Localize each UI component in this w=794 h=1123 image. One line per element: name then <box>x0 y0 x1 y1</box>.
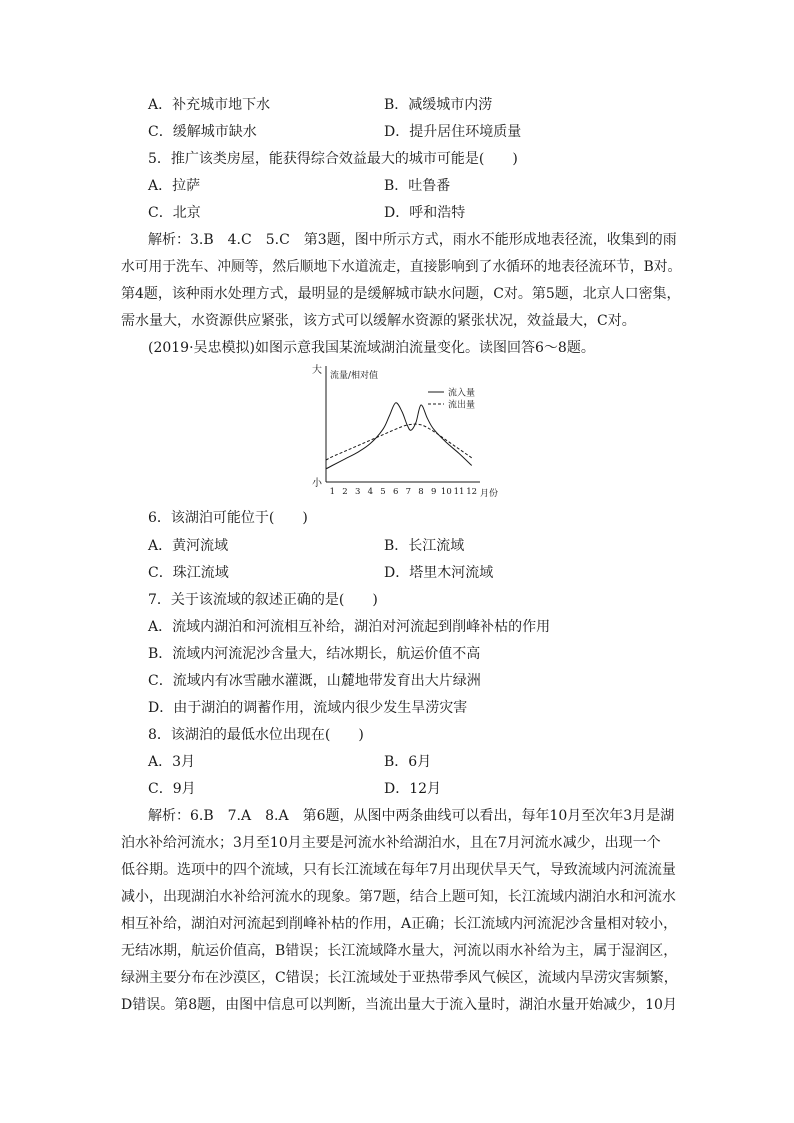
legend-label: 流入量 <box>448 388 476 399</box>
x-tick-label: 5 <box>380 487 386 497</box>
analysis-2-line-6: 无结冰期，航运价值高，B错误；长江流域降水量大，河流以雨水补给为主，属于湿润区， <box>121 943 678 959</box>
legend-label: 流出量 <box>448 400 476 411</box>
y-axis-top-label: 大 <box>312 365 322 376</box>
analysis-2-line-5: 相互补给，湖泊对河流起到削峰补枯的作用，A正确；长江流域内河流泥沙含量相对较小， <box>121 916 678 932</box>
x-tick-label: 8 <box>418 487 424 497</box>
analysis-1-line-1: 解析：3.B 4.C 5.C 第3题，图中所示方式，雨水不能形成地表径流，收集到的雨 <box>148 232 677 248</box>
analysis-2-line-1: 解析：6.B 7.A 8.A 第6题，从图中两条曲线可以看出，每年10月至次年3月是湖 <box>148 808 675 824</box>
question-intro: (2019·吴忠模拟)如图示意我国某流域湖泊流量变化。读图回答6～8题。 <box>148 340 595 356</box>
q6-option-d: D．塔里木河流域 <box>384 565 494 581</box>
analysis-1-line-2: 水可用于洗车、冲厕等，然后顺地下水道流走，直接影响到了水循环的地表径流环节，B对。 <box>121 259 682 275</box>
q5-stem: 5．推广该类房屋，能获得综合效益最大的城市可能是( ) <box>148 151 518 167</box>
x-tick-label: 9 <box>430 487 437 497</box>
q8-option-b: B．6月 <box>384 754 432 770</box>
q6-option-a: A．黄河流域 <box>148 538 229 554</box>
q5-option-b: B．吐鲁番 <box>384 178 451 194</box>
x-tick-label: 7 <box>405 487 412 497</box>
q7-option-b: B．流域内河流泥沙含量大，结冰期长，航运价值不高 <box>148 646 481 662</box>
q5-option-c: C．北京 <box>148 205 201 221</box>
x-tick-label: 3 <box>354 487 361 497</box>
y-axis-title: 流量/相对值 <box>330 371 379 381</box>
q7-option-a: A．流域内湖泊和河流相互补给，湖泊对河流起到削峰补枯的作用 <box>148 619 551 635</box>
analysis-1-line-4: 需水量大，水资源供应紧张，该方式可以缓解水资源的紧张状况，效益最大，C对。 <box>121 313 636 329</box>
analysis-2-line-3: 低谷期。选项中的四个流域，只有长江流域在每年7月出现伏旱天气，导致流域内河流流量 <box>121 862 676 878</box>
q8-option-a: A．3月 <box>148 754 196 770</box>
q7-option-c: C．流域内有冰雪融水灌溉，山麓地带发育出大片绿洲 <box>148 673 481 689</box>
q7-option-d: D．由于湖泊的调蓄作用，流域内很少发生旱涝灾害 <box>148 700 468 716</box>
q4-option-c: C．缓解城市缺水 <box>148 124 257 140</box>
series-outflow-line <box>326 424 472 460</box>
x-tick-label: 10 <box>440 487 452 497</box>
q4-option-a: A．补充城市地下水 <box>148 97 271 113</box>
x-tick-label: 2 <box>342 487 348 497</box>
q4-option-b: B．减缓城市内涝 <box>384 97 493 113</box>
analysis-2-line-4: 减小，出现湖泊水补给河流水的现象。第7题，结合上题可知，长江流域内湖泊水和河流水 <box>121 889 676 905</box>
q8-option-c: C．9月 <box>148 781 196 797</box>
analysis-1-line-3: 第4题，该种雨水处理方式，最明显的是缓解城市缺水问题，C对。第5题，北京人口密集， <box>121 286 681 302</box>
x-tick-label: 4 <box>367 487 374 497</box>
x-tick-label: 11 <box>453 487 465 497</box>
q7-stem: 7．关于该流域的叙述正确的是( ) <box>148 592 378 608</box>
q8-option-d: D．12月 <box>384 781 442 797</box>
q6-option-b: B．长江流域 <box>384 538 465 554</box>
q5-option-d: D．呼和浩特 <box>384 205 466 221</box>
lake-flow-chart <box>310 362 510 502</box>
q6-option-c: C．珠江流域 <box>148 565 229 581</box>
x-axis-title: 月份 <box>480 489 499 499</box>
x-tick-label: 1 <box>329 487 336 497</box>
analysis-2-line-7: 绿洲主要分布在沙漠区，C错误；长江流域处于亚热带季风气候区，流域内旱涝灾害频繁， <box>121 970 678 986</box>
q4-option-d: D．提升居住环境质量 <box>384 124 522 140</box>
y-axis-bottom-label: 小 <box>312 478 322 489</box>
series-inflow-line <box>326 403 472 469</box>
q8-stem: 8．该湖泊的最低水位出现在( ) <box>148 727 364 743</box>
analysis-2-line-2: 泊水补给河流水；3月至10月主要是河流水补给湖泊水，且在7月河流水减少，出现一个 <box>121 835 661 851</box>
analysis-2-line-8: D错误。第8题，由图中信息可以判断，当流出量大于流入量时，湖泊水量开始减少，10月 <box>121 997 677 1013</box>
q6-stem: 6．该湖泊可能位于( ) <box>148 510 308 526</box>
x-tick-label: 12 <box>466 487 478 497</box>
q5-option-a: A．拉萨 <box>148 178 201 194</box>
x-tick-label: 6 <box>392 487 399 497</box>
